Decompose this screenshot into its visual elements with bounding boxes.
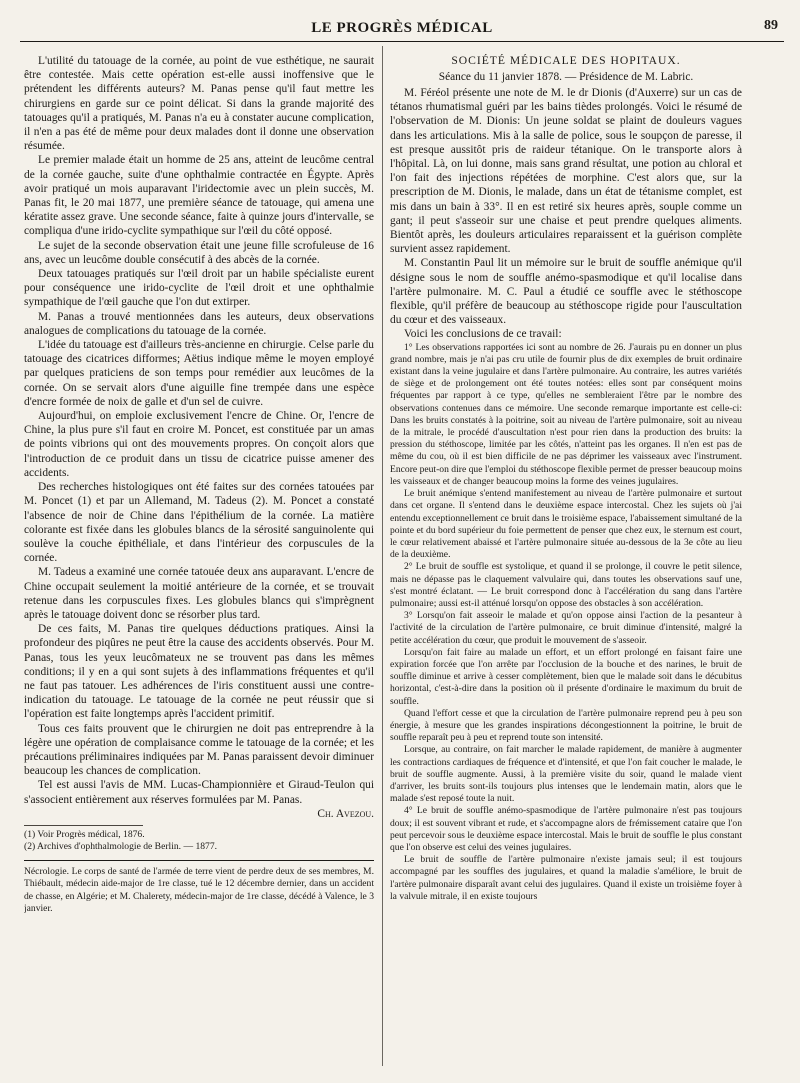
conclusion-paragraph: Lorsque, au contraire, on fait marcher le malade rapidement, de manière à augmenter les contractions cardiaques de fréquence et d'intensité, et que l'on fait coucher le malade, le bruit de souffle augmente. Aussi, à la première visite du soir, quand le malade vient d'arriver, les bruits sont-ils toujours plus intenses que le lendemain matin, alors que le malade s'est reposé toute la nuit. bbox=[390, 744, 742, 805]
conclusion-paragraph: 2° Le bruit de souffle est systolique, et quand il se prolonge, il couvre le petit silence, mais ne dépasse pas le claquement valvulaire qui, dans toutes les observations sauf une, s'est montré éclatant. — Le bruit correspond donc à l'accélération du sang dans l'artère pulmonaire; aussi est-il atténué lorsqu'on oppose des obstacles à son accélération. bbox=[390, 561, 742, 609]
section-title: SOCIÉTÉ MÉDICALE DES HOPITAUX. bbox=[451, 54, 681, 67]
journal-title: LE PROGRÈS MÉDICAL bbox=[311, 20, 493, 36]
conclusion-paragraph: 4° Le bruit de souffle anémo-spasmodique de l'artère pulmonaire n'est pas toujours doux; il est souvent vibrant et rude, et s'accompagne alors de frémissement cataire que l'on peut percevoir sous le deuxième espace intercostal. Mais le bruit de souffle le plus constant que l'on observe est celui des veines jugulaires. bbox=[390, 805, 742, 853]
right-column bbox=[390, 54, 742, 1079]
necrologie-notice: Nécrologie. Le corps de santé de l'armée de terre vient de perdre deux de ses membres, M. Thiébault, médecin aide-major de 1re classe, tué le 12 décembre dernier, dans un accident de chasse, en Algérie; et M. Chalerety, médecin-major de 1re classe, décédé à Valence, le 3 janvier. bbox=[24, 865, 374, 914]
paragraph: De ces faits, M. Panas tire quelques déductions pratiques. Ainsi la profondeur des piqûres ne peut être la cause des accidents observés. Pour M. Panas, tous les yeux leucômateux ne se trouvent pas dans les mêmes conditions; il y en a qui sont sujets à des inflammations fréquentes et qu'il ne faut pas tatouer. Les adhérences de l'iris constituent aussi une contre-indication du tatouage. Le tatouage de la cornée ne peut réussir que si l'opération est faite longtemps après l'accident primitif. bbox=[24, 623, 374, 721]
page-header bbox=[20, 18, 784, 42]
conclusion-paragraph: 1° Les observations rapportées ici sont au nombre de 26. J'aurais pu en donner un plus grand nombre, mais je n'ai pas cru utile de fournir plus de dix exemples de bruit ordinaire existant dans la veine jugulaire et dans l'artère pulmonaire. Au contraire, les autres variétés de siège et de prolongement ont été toutes notées: elles sont par conséquent moins fréquentes par rapport à ce type, qu'elles ne sembleraient l'être par le nombre des observations contenues dans ce mémoire. Une seconde remarque importante est celle-ci: Dans les bruits constatés à la poitrine, soit au niveau de l'artère pulmonaire, soit au niveau de la mitrale, le procédé d'auscultation n'est pour rien dans la production des bruits: la pression du stéthoscope, limitée par les côtés, n'atteint pas les organes. Il n'en est pas de même du cou, où il est bien difficile de ne pas déprimer les vaisseaux avec l'instrument. Encore peut-on dire que l'emploi du stéthoscope flexible permet de presser beaucoup moins les vaisseaux et de changer beaucoup moins la forme des veines jugulaires. bbox=[390, 341, 742, 487]
paragraph: L'idée du tatouage est d'ailleurs très-ancienne en chirurgie. Celse parle du tatouage des cicatrices difformes; Aëtius indique même le moyen employé par quelques praticiens de son temps pour remédier aux leucômes de la cornée. On se servait alors d'une aiguille fine trempée dans une espèce d'encre formée de noix de galle et d'un sel de cuivre. bbox=[24, 339, 374, 408]
paragraph: Aujourd'hui, on emploie exclusivement l'encre de Chine. Or, l'encre de Chine, la plus pure s'il faut en croire M. Poncet, est constituée par un amas de points vibrions qui ont des mouvements propres. On conçoit alors que l'introduction de ce produit dans un tissu de cicatrice puisse amener des accidents. bbox=[24, 410, 374, 479]
author-signature: Ch. Avezou. bbox=[317, 807, 374, 820]
paragraph: Voici les conclusions de ce travail: bbox=[404, 328, 562, 341]
paragraph: Tel est aussi l'avis de MM. Lucas-Championnière et Giraud-Teulon qui s'associent entièrement aux réserves formulées par M. Panas. bbox=[24, 779, 374, 806]
footnote-rule bbox=[24, 825, 143, 826]
paragraph: M. Tadeus a examiné une cornée tatouée deux ans auparavant. L'encre de Chine occupait seulement la moitié antérieure de la cornée, et se trouvait retenue dans les corpuscules fixes. Les globules blancs qui s'imprègnent après le tatouage doivent donc se résorber plus tard. bbox=[24, 566, 374, 621]
paragraph: Des recherches histologiques ont été faites sur des cornées tatouées par M. Poncet (1) et par un Allemand, M. Tadeus (2). M. Poncet a constaté l'absence de noir de Chine dans l'épithélium de la cornée. La matière colorante est fixée dans les globules blancs de la sérosité sanguinolente qui soulève la couche épithéliale, et dans l'intérieur des corpuscules de la cornée. bbox=[24, 481, 374, 565]
section-rule bbox=[24, 860, 374, 861]
conclusion-paragraph: Quand l'effort cesse et que la circulation de l'artère pulmonaire reprend peu à peu son énergie, à mesure que les grandes inspirations décongestionnent la poitrine, le bruit de souffle reparaît peu à peu et reprend toute son intensité. bbox=[390, 707, 742, 744]
conclusion-paragraph: Le bruit de souffle de l'artère pulmonaire n'existe jamais seul; il est toujours accompagné par les souffles des jugulaires, et quand la maladie s'améliore, le bruit de l'artère pulmonaire disparaît avant celui des jugulaires. Quand il existe un troisième foyer à la valvule mitrale, il en existe toujours bbox=[390, 854, 742, 902]
paragraph: L'utilité du tatouage de la cornée, au point de vue esthétique, ne saurait être contestée. Mais cette opération est-elle aussi inoffensive que le prétendent les différents auteurs? M. Panas pense qu'il faut mettre les chirurgiens en garde sur ce point délicat. Si dans la grande majorité des tatouages qu'il a pratiqués, M. Panas n'a eu à constater aucune complication, il n'en a pas été de même pour deux malades dont il donne une observation résumée. bbox=[24, 55, 374, 153]
page-number: 89 bbox=[764, 18, 778, 33]
paragraph: M. Constantin Paul lit un mémoire sur le bruit de souffle anémique qu'il désigne sous le nom de souffle anémo-spasmodique et qu'il localise dans l'artère pulmonaire. M. C. Paul a étudié ce souffle avec le stéthoscope flexible, qu'il préfère de beaucoup au stéthoscope rigide pour l'auscultation du cœur et des vaisseaux. bbox=[390, 257, 742, 327]
paragraph: M. Panas a trouvé mentionnées dans les auteurs, deux observations analogues de complications du tatouage de la cornée. bbox=[24, 310, 374, 337]
conclusion-paragraph: 3° Lorsqu'on fait asseoir le malade et qu'on oppose ainsi l'action de la pesanteur à l'activité de la circulation de l'artère pulmonaire, ce bruit diminue d'intensité, malgré la petite accélération du cœur, que produit le mouvement de s'asseoir. bbox=[390, 610, 742, 646]
signature-line bbox=[24, 807, 374, 821]
paragraph: Le sujet de la seconde observation était une jeune fille scrofuleuse de 16 ans, avec un leucôme double consécutif à des abcès de la cornée. bbox=[24, 239, 374, 266]
seance-line: Séance du 11 janvier 1878. — Présidence de M. Labric. bbox=[438, 71, 694, 83]
paragraph: Tous ces faits prouvent que le chirurgien ne doit pas entreprendre à la légère une opération de complaisance comme le tatouage de la cornée; et les précautions préliminaires indiquées par M. Panas paraissent devoir diminuer beaucoup les chances de complication. bbox=[24, 722, 374, 778]
footnote: (2) Archives d'ophthalmologie de Berlin. — 1877. bbox=[24, 841, 218, 853]
column-divider bbox=[382, 46, 383, 1066]
paragraph: Le premier malade était un homme de 25 ans, atteint de leucôme central de la cornée gauche, suite d'une ophthalmie contractée en Égypte. Après avoir pratiqué un mois auparavant l'iridectomie avec un plein succès, M. Panas fit, le 20 mai 1877, une première séance de tatouage, qui amena une kératite assez grave. Une seconde séance, faite à quinze jours d'intervalle, se compliqua d'une irido-cyclite sympathique sur l'œil du côté opposé. bbox=[24, 154, 374, 238]
paragraph: Deux tatouages pratiqués sur l'œil droit par un habile spécialiste eurent pour conséquence une irido-cyclite de l'œil droit et une ophthalmie sympathique de l'œil gauche que l'on dut extirper. bbox=[24, 268, 374, 309]
left-column bbox=[24, 54, 374, 1079]
footnote: (1) Voir Progrès médical, 1876. bbox=[24, 828, 145, 840]
header-rule bbox=[20, 41, 784, 42]
paragraph: M. Féréol présente une note de M. le dr Dionis (d'Auxerre) sur un cas de tétanos rhumatismal guéri par les bains tièdes prolongés. Voici le résumé de l'observation de M. Dionis: Un jeune soldat se plaint de douleurs vagues dans les articulations. Mis à la salle de police, sous le soupçon de paresse, il est presque aussitôt pris de raideur tétanique. On le transporte alors à l'hôpital. Là, on lui donne, mais sans grand résultat, une potion au chloral et l'on fait des injections répétées de morphine. C'est alors que, sur la prescription de M. Dionis, le malade, dans un état de tétanisme complet, est mis dans un bain à 33°. Il en est retiré six heures après, souple comme un gant; il peut s'asseoir sur une chaise et peut prendre quelques aliments. Bientôt après, les douleurs articulaires reparaissent et la guérison complète survient assez rapidement. bbox=[390, 87, 742, 256]
conclusion-paragraph: Lorsqu'on fait faire au malade un effort, et un effort prolongé en faisant faire une expiration forcée que l'on arrête par l'occlusion de la bouche et des narines, le bruit de souffle diminue et arrive à cesser complètement, bien que le malade soit dans le décubitus horizontal, c'est-à-dire dans la position où il présente d'ordinaire le maximum du bruit de souffle. bbox=[390, 646, 742, 707]
conclusion-paragraph: Le bruit anémique s'entend manifestement au niveau de l'artère pulmonaire et surtout dans cet organe. Il s'entend dans le deuxième espace intercostal. Chez les sujets où j'ai entendu exceptionnellement ce bruit dans le troisième espace, l'abaissement simultané de la pointe et du bord supérieur du foie permettent de penser que chez eux, le sternum est court, le cœur relativement abaissé et l'artère pulmonaire située au-dessous de la 3e côte au lieu de la deuxième. bbox=[390, 488, 742, 561]
